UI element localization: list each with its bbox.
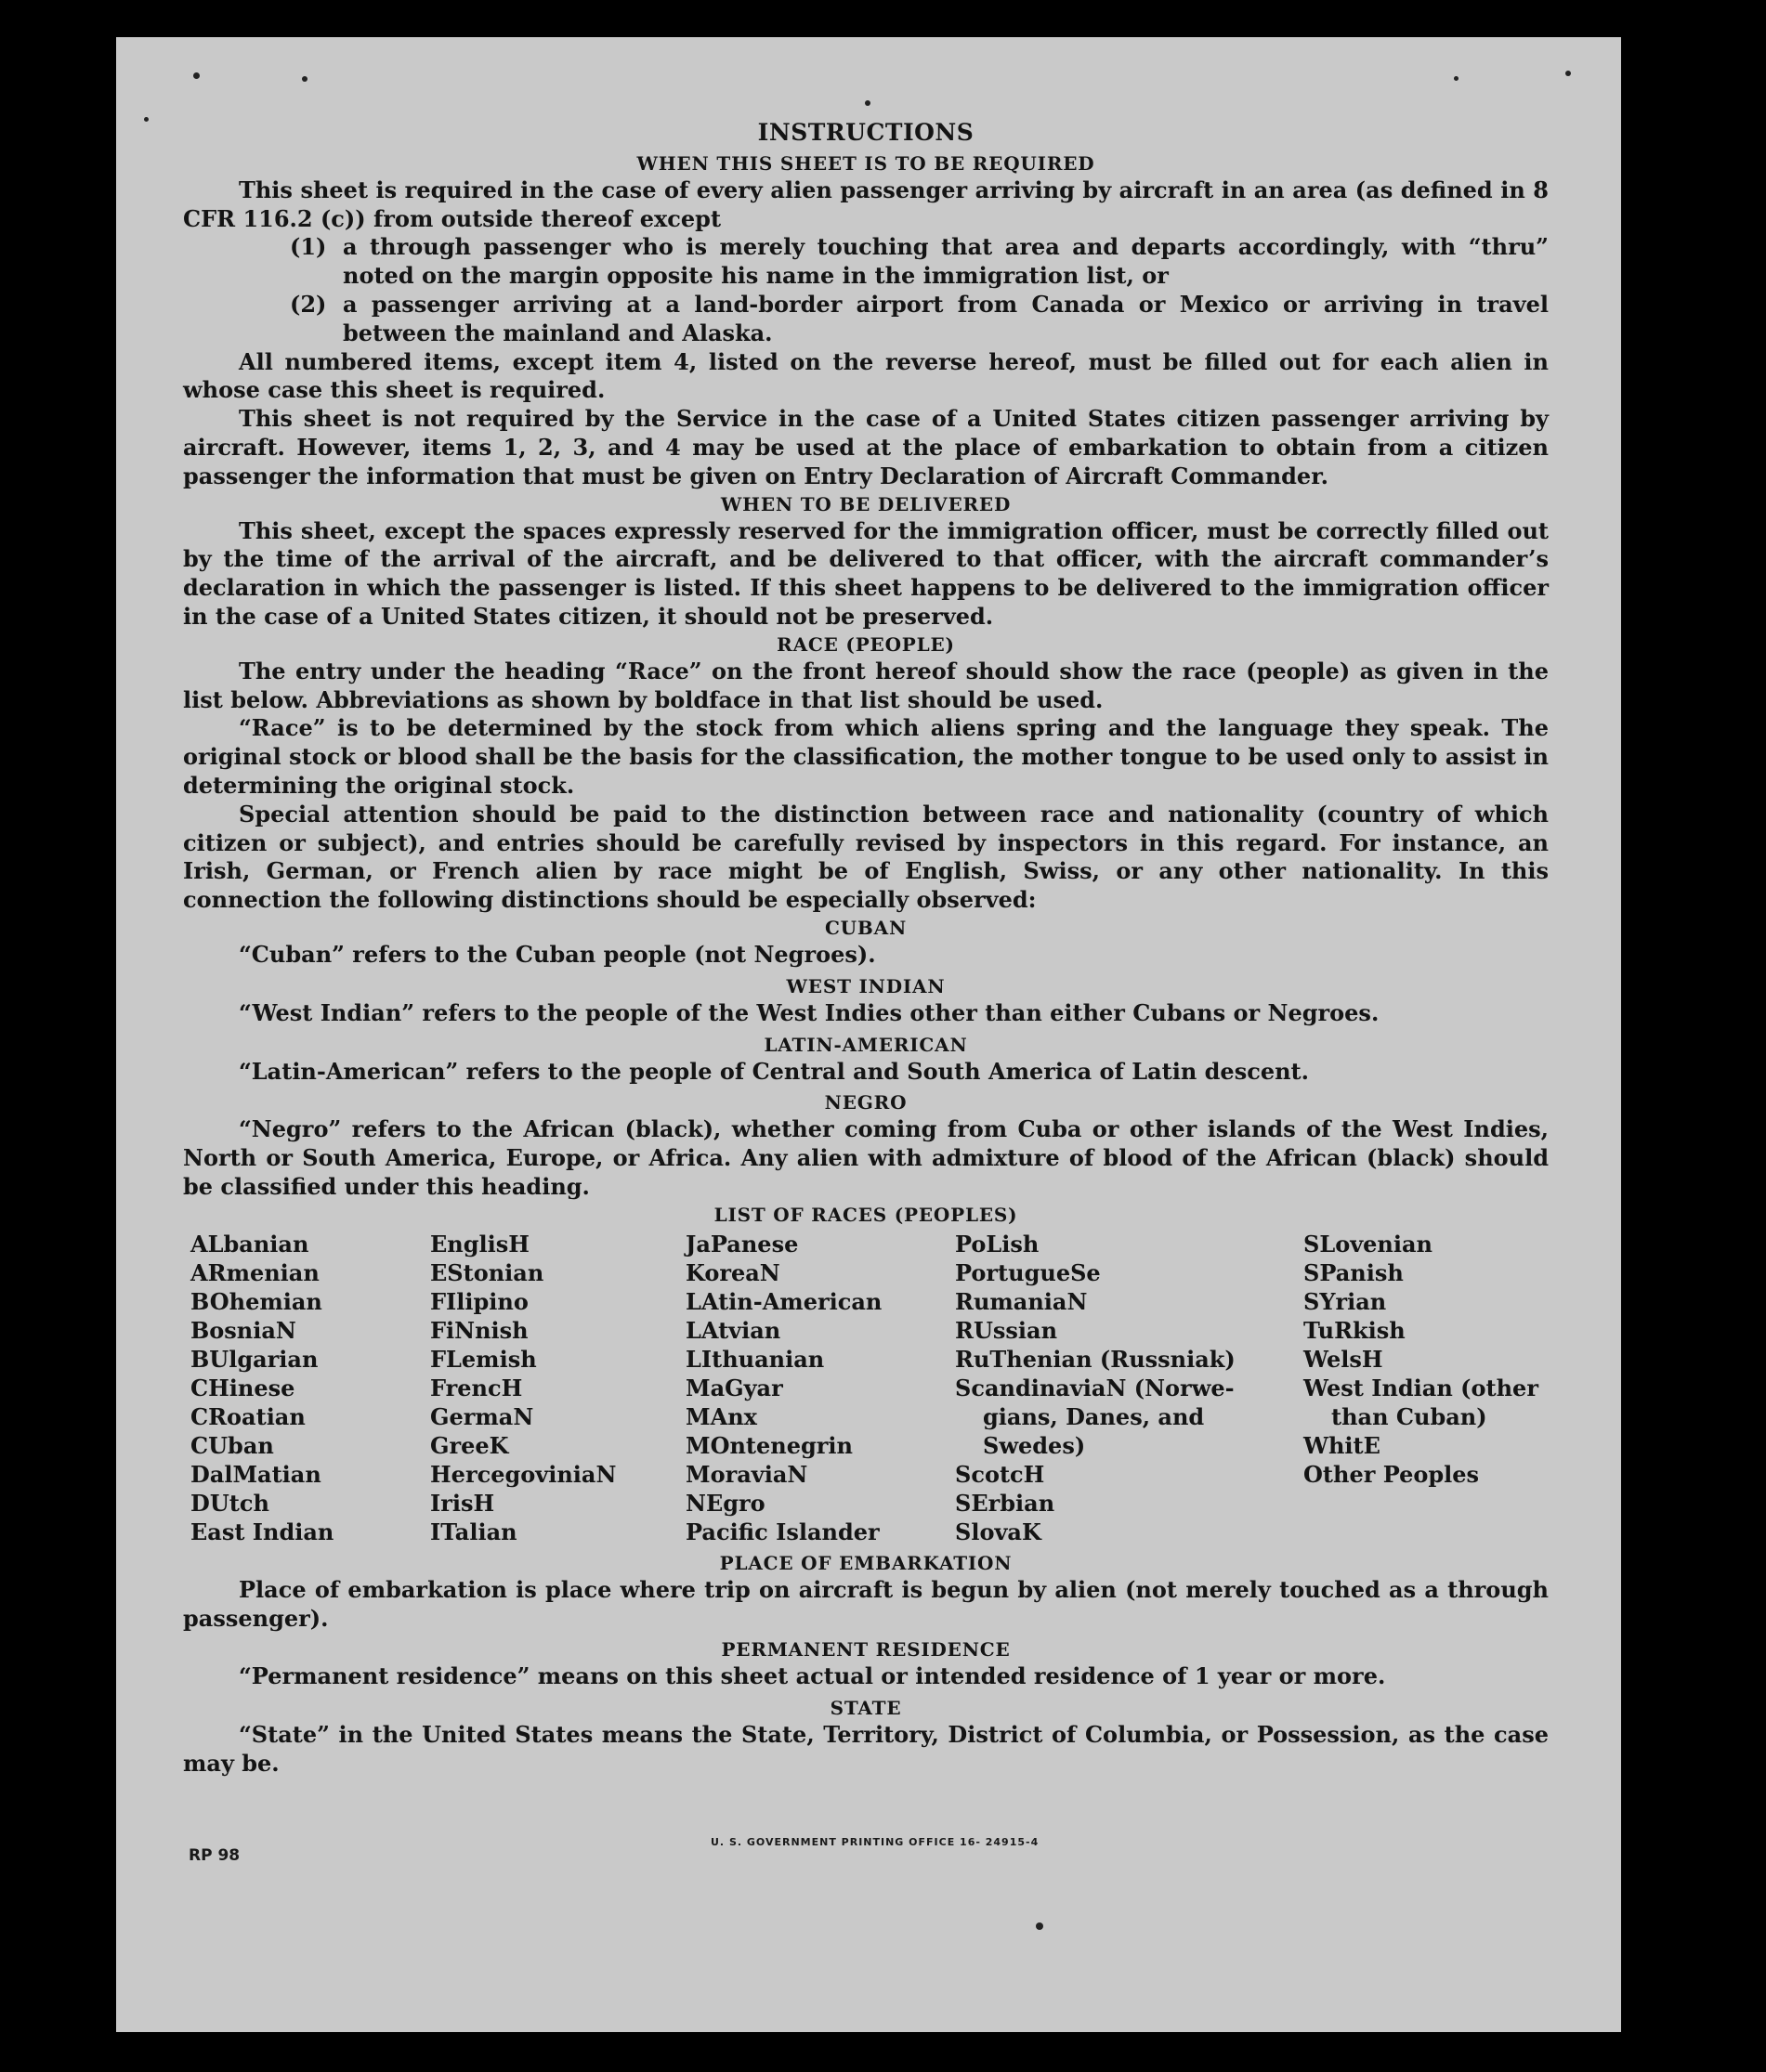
race-entry: MAnx xyxy=(686,1402,757,1430)
race-entry: CUban xyxy=(190,1431,274,1459)
page-title: INSTRUCTIONS xyxy=(757,119,975,146)
speck-mark xyxy=(144,117,149,122)
section-heading-required: WHEN THIS SHEET IS TO BE REQUIRED xyxy=(636,151,1095,175)
race-entry: FrencH xyxy=(430,1374,523,1401)
race-entry: SPanish xyxy=(1303,1258,1404,1286)
race-entry: JaPanese xyxy=(686,1230,799,1258)
race-entry: RuThenian (Russniak) xyxy=(955,1345,1236,1373)
race-entry: TuRkish xyxy=(1303,1316,1406,1344)
race-entry: IrisH xyxy=(430,1489,495,1517)
race-entry: EnglisH xyxy=(430,1230,530,1258)
race-entry: ScandinaviaN (Norwe- xyxy=(955,1374,1235,1401)
race-entry: HercegoviniaN xyxy=(430,1460,617,1488)
race-entry: SLovenian xyxy=(1303,1230,1432,1258)
paragraph: “Latin-American” refers to the people of Central and South America of Latin descent. xyxy=(239,1057,1309,1085)
race-entry: BosniaN xyxy=(190,1316,296,1344)
item-text: a passenger arriving at a land-border airport from Canada or Mexico or arriving in travel between the mainland and Alaska. xyxy=(343,290,1549,346)
race-entry: DUtch xyxy=(190,1489,269,1517)
race-entry: SErbian xyxy=(955,1489,1055,1517)
race-entry: MOntenegrin xyxy=(686,1431,853,1459)
race-entry: FIlipino xyxy=(430,1287,529,1315)
races-column xyxy=(955,1230,1303,1546)
race-entry: ARmenian xyxy=(190,1258,320,1286)
race-entry: FLemish xyxy=(430,1345,537,1373)
paragraph: Special attention should be paid to the distinction between race and nationality (country of which citizen or subject), and entries should be carefully revised by inspectors in this regard. For instance, an Irish, German, or French alien by race might be of English, Swiss, or any other nationality. In this connection the following distinctions should be especially observed: xyxy=(183,800,1549,914)
race-entry: RumaniaN xyxy=(955,1287,1088,1315)
paragraph: “Permanent residence” means on this sheet actual or intended residence of 1 year or more. xyxy=(239,1662,1386,1690)
speck-mark xyxy=(1565,71,1571,76)
races-column xyxy=(686,1230,955,1546)
race-entry: gians, Danes, and xyxy=(983,1402,1205,1430)
paragraph: This sheet is not required by the Service in the case of a United States citizen passenger arriving by aircraft. However, items 1, 2, 3, and 4 may be used at the place of embarkation to obtain from a citizen passenger the information that must be given on Entry Declaration of Aircraft Commander. xyxy=(183,405,1549,489)
speck-mark xyxy=(1036,1922,1043,1930)
race-entry: ITalian xyxy=(430,1518,517,1545)
speck-mark xyxy=(1454,76,1459,81)
race-entry: Pacific Islander xyxy=(686,1518,880,1545)
race-entry: SlovaK xyxy=(955,1518,1041,1545)
paragraph: “Race” is to be determined by the stock from which aliens spring and the language they speak. The original stock or blood shall be the basis for the classification, the mother tongue to be used only to assist in determining the original stock. xyxy=(183,714,1549,799)
race-entry: East Indian xyxy=(190,1518,334,1545)
paragraph: “West Indian” refers to the people of the West Indies other than either Cubans or Negroes. xyxy=(239,998,1380,1026)
race-entry: GermaN xyxy=(430,1402,534,1430)
races-list xyxy=(190,1230,1549,1546)
instructions-body xyxy=(183,119,1549,1779)
race-entry: LAtin-American xyxy=(686,1287,883,1315)
paragraph: Place of embarkation is place where trip on aircraft is begun by alien (not merely touched as a through passenger). xyxy=(183,1575,1549,1632)
section-heading-embarkation: PLACE OF EMBARKATION xyxy=(719,1551,1013,1574)
race-entry: ScotcH xyxy=(955,1460,1045,1488)
list-item xyxy=(290,291,1549,348)
paragraph: “Negro” refers to the African (black), whether coming from Cuba or other islands of the West Indies, North or South America, Europe, or Africa. Any alien with admixture of blood of the African (black) should be classified under this heading. xyxy=(183,1115,1549,1200)
race-entry: GreeK xyxy=(430,1431,509,1459)
item-number: (2) xyxy=(290,290,327,318)
race-entry: Other Peoples xyxy=(1303,1460,1480,1488)
subheading-latin-american: LATIN-AMERICAN xyxy=(764,1033,968,1056)
race-entry: PoLish xyxy=(955,1230,1040,1258)
subheading-negro: NEGRO xyxy=(824,1091,908,1114)
race-entry: ALbanian xyxy=(190,1230,309,1258)
printing-office-line: U. S. GOVERNMENT PRINTING OFFICE 16- 24915-4 xyxy=(711,1836,1040,1848)
race-entry: BOhemian xyxy=(190,1287,322,1315)
section-heading-delivered: WHEN TO BE DELIVERED xyxy=(720,492,1012,515)
paragraph: This sheet, except the spaces expressly reserved for the immigration officer, must be correctly filled out by the time of the arrival of the aircraft, and be delivered to that officer, with the aircraft commander’s declaration in which the passenger is listed. If this sheet happens to be delivered to the immigration officer in the case of a United States citizen, it should not be preserved. xyxy=(183,516,1549,630)
race-entry: PortugueSe xyxy=(955,1258,1101,1286)
paragraph: “State” in the United States means the State, Territory, District of Columbia, or Possession, as the case may be. xyxy=(183,1721,1549,1777)
document-sheet xyxy=(116,37,1621,2032)
paragraph: “Cuban” refers to the Cuban people (not Negroes). xyxy=(239,940,876,968)
speck-mark xyxy=(865,100,870,106)
race-entry: WhitE xyxy=(1303,1431,1380,1459)
section-heading-list-of-races: LIST OF RACES (PEOPLES) xyxy=(713,1203,1018,1226)
race-entry: than Cuban) xyxy=(1331,1402,1487,1430)
race-entry: FiNnish xyxy=(430,1316,529,1344)
race-entry: BUlgarian xyxy=(190,1345,319,1373)
race-entry: SYrian xyxy=(1303,1287,1387,1315)
race-entry: WelsH xyxy=(1303,1345,1383,1373)
race-entry: West Indian (other xyxy=(1303,1374,1538,1401)
race-entry: MaGyar xyxy=(686,1374,783,1401)
paragraph: The entry under the heading “Race” on the front hereof should show the race (people) as given in the list below. Abbreviations as shown by boldface in that list should be used. xyxy=(183,657,1549,713)
section-heading-residence: PERMANENT RESIDENCE xyxy=(721,1638,1011,1662)
item-text: a through passenger who is merely touching that area and departs accordingly, with “thru” noted on the margin opposite his name in the immigration list, or xyxy=(343,233,1549,290)
subheading-west-indian: WEST INDIAN xyxy=(786,974,946,997)
race-entry: MoraviaN xyxy=(686,1460,808,1488)
speck-mark xyxy=(193,72,200,79)
paragraph: All numbered items, except item 4, listed on the reverse hereof, must be filled out for each alien in whose case this sheet is required. xyxy=(183,347,1549,404)
item-number: (1) xyxy=(290,233,327,261)
race-entry: CRoatian xyxy=(190,1402,306,1430)
race-entry: NEgro xyxy=(686,1489,765,1517)
race-entry: DalMatian xyxy=(190,1460,321,1488)
section-heading-race: RACE (PEOPLE) xyxy=(777,632,955,656)
list-item xyxy=(290,233,1549,291)
section-heading-state: STATE xyxy=(830,1697,902,1720)
races-column xyxy=(1303,1230,1556,1546)
form-number: RP 98 xyxy=(189,1846,241,1865)
subheading-cuban: CUBAN xyxy=(824,916,908,939)
race-entry: Swedes) xyxy=(983,1431,1086,1459)
race-entry: KoreaN xyxy=(686,1258,780,1286)
race-entry: RUssian xyxy=(955,1316,1058,1344)
race-entry: LAtvian xyxy=(686,1316,781,1344)
race-entry: LIthuanian xyxy=(686,1345,825,1373)
race-entry: CHinese xyxy=(190,1374,295,1401)
races-column xyxy=(190,1230,430,1546)
paragraph: This sheet is required in the case of every alien passenger arriving by aircraft in an area (as defined in 8 CFR 116.2 (c)) from outside thereof except xyxy=(183,176,1549,232)
speck-mark xyxy=(302,76,307,82)
race-entry: EStonian xyxy=(430,1258,544,1286)
races-column xyxy=(430,1230,686,1546)
